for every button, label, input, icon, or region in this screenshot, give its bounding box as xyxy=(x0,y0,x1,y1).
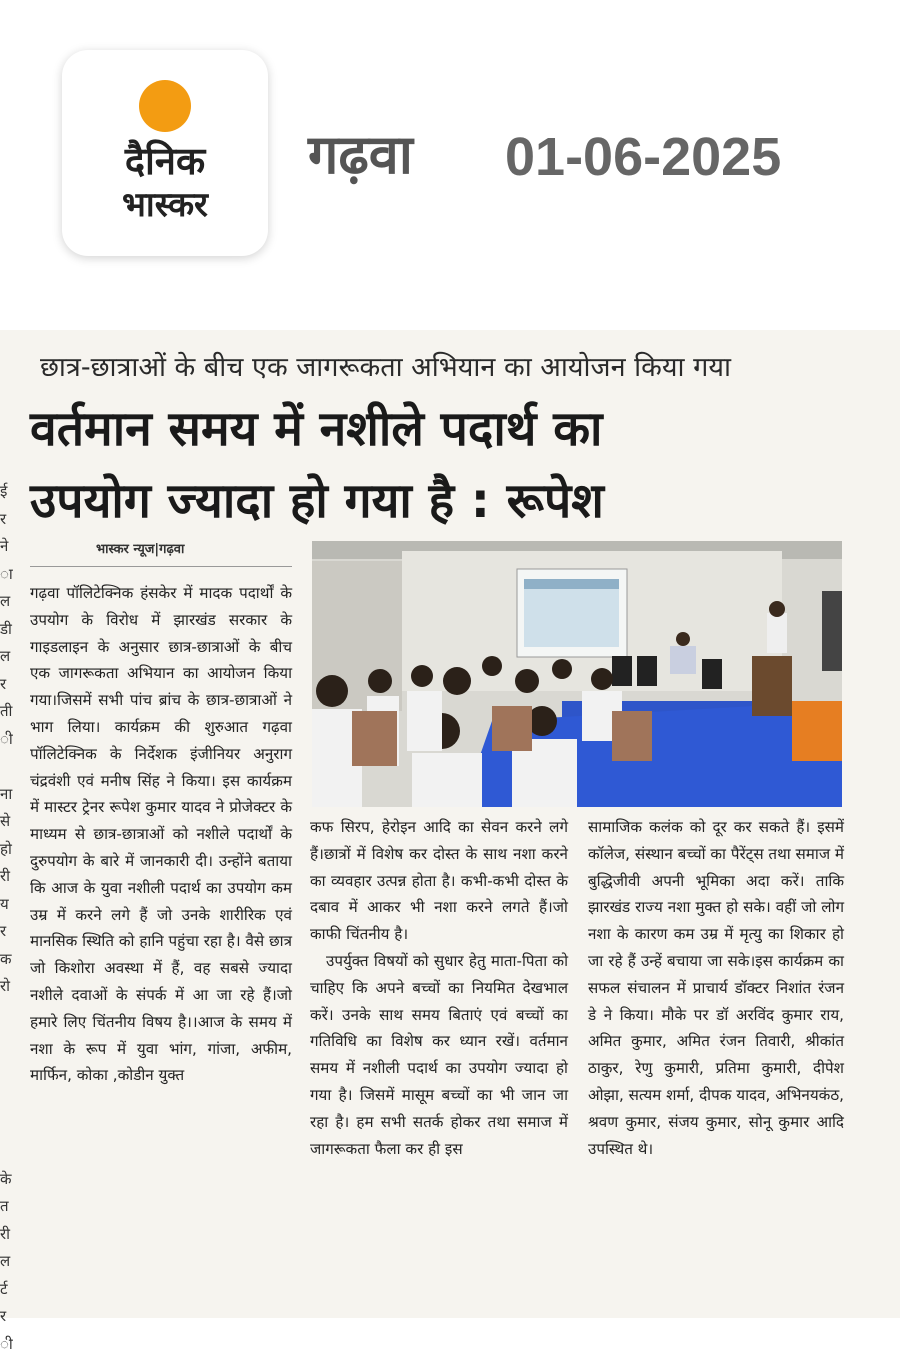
edition-city: गढ़वा xyxy=(308,120,413,190)
cut-column-char xyxy=(0,1138,16,1166)
sun-logo-icon xyxy=(139,80,191,132)
cut-column-char: से xyxy=(0,808,16,836)
cut-column-char: र xyxy=(0,918,16,946)
cut-column-char: र्ट xyxy=(0,1276,16,1304)
cut-column-char: ना xyxy=(0,781,16,809)
column2-paragraph-2: उपर्युक्त विषयों को सुधार हेतु माता-पिता को चाहिए कि अपने बच्चों का नियमित देखभाल करें। उनके साथ समय बिताएं एवं बच्चों का गतिविधि का विशेष कर ध्यान रखें। वर्तमान समय में नशीली पदार्थ का उपयोग ज्यादा हो गया है। जिसमें मासूम बच्चों का भी जान जा रहा है। हम सभी सतर्क होकर तथा समाज में जागरूकता फैला कर ही इस xyxy=(310,948,568,1162)
column2-paragraph-1: कफ सिरप, हेरोइन आदि का सेवन करने लगे हैं।छात्रों में विशेष कर दोस्त के साथ नशा करने का व्यवहार उत्पन्न होता है। कभी-कभी दोस्त के दबाव में आकर भी नशा करने लगते हैं।जो काफी चिंतनीय है। xyxy=(310,814,568,948)
column1-text: गढ़वा पॉलिटेक्निक हंसकेर में मादक पदार्थों के उपयोग के विरोध में झारखंड सरकार के गाइडलाइन के अनुसार छात्र-छात्राओं के बीच एक जागरूकता अभियान का आयोजन किया गया।जिसमें सभी पांच ब्रांच के छात्र-छात्राओं ने भाग लिया। कार्यक्रम की शुरुआत गढ़वा पॉलिटेक्निक के निर्देशक इंजीनियर अनुराग चंद्रवंशी एवं मनीष सिंह ने किया। इस कार्यक्रम में मास्टर ट्रेनर रूपेश कुमार यादव ने प्रोजेक्टर के माध्यम से छात्र-छात्राओं को नशीले पदार्थों के दुरुपयोग के बारे में जानकारी दी। उन्होंने बताया कि आज के युवा नशीली पदार्थ का उपयोग कम उम्र में करने लगे हैं जो उनके शारीरिक एवं मानसिक स्थिति को हानि पहुंचा रहा है। वैसे छात्र जो किशोरा अवस्था में हैं, वह सबसे ज्यादा नशीले दवाओं के संपर्क में आ जा रहे हैं।जो हमारे लिए चिंतनीय विषय है।।आज के समय में नशा के रूप में युवा भांग, गांजा, अफीम, मार्फिन, कोका ,कोडीन युक्त xyxy=(30,580,292,1089)
article-column-1 xyxy=(30,580,292,1089)
cut-column-char: ी xyxy=(0,726,16,754)
cut-column-char: रो xyxy=(0,973,16,1001)
cut-column-char: र xyxy=(0,671,16,699)
article-kicker: छात्र-छात्राओं के बीच एक जागरूकता अभियान का आयोजन किया गया xyxy=(40,348,840,388)
cut-column-char: ल xyxy=(0,588,16,616)
cut-column-char xyxy=(0,1028,16,1056)
cut-column-char: ती xyxy=(0,698,16,726)
article-byline: भास्कर न्यूज|गढ़वा xyxy=(96,541,184,559)
cut-column-char: डी xyxy=(0,616,16,644)
cut-column-char: ा xyxy=(0,561,16,589)
cut-column-char: ल xyxy=(0,643,16,671)
cut-column-char xyxy=(0,1001,16,1029)
cut-column-char: क xyxy=(0,946,16,974)
edition-date: 01-06-2025 xyxy=(505,122,781,192)
cut-column-char: री xyxy=(0,863,16,891)
cut-column-char: र xyxy=(0,1303,16,1331)
logo-text-line1: दैनिक xyxy=(62,138,268,184)
logo-text-line2: भास्कर xyxy=(62,184,268,226)
cut-column-char: ई xyxy=(0,478,16,506)
headline-line-2: उपयोग ज्यादा हो गया है : रूपेश xyxy=(30,465,830,537)
headline-line-1: वर्तमान समय में नशीले पदार्थ का xyxy=(30,393,830,465)
cut-column-char xyxy=(0,1111,16,1139)
cut-column-char: र xyxy=(0,506,16,534)
cut-column-char: री xyxy=(0,1221,16,1249)
byline-divider xyxy=(30,566,292,567)
cut-column-char xyxy=(0,1056,16,1084)
article-column-2 xyxy=(310,814,568,1162)
cut-column-char: हो xyxy=(0,836,16,864)
cut-column-char xyxy=(0,753,16,781)
cut-column-char: ल xyxy=(0,1248,16,1276)
cut-column-char: के xyxy=(0,1166,16,1194)
article-headline xyxy=(30,393,830,537)
column3-text: सामाजिक कलंक को दूर कर सकते हैं। इसमें कॉलेज, संस्थान बच्चों का पैरेंट्स तथा समाज में बुद्धिजीवी अपनी भूमिका अदा करें। ताकि झारखंड राज्य नशा मुक्त हो सके। वहीं जो लोग नशा के कारण कम उम्र में मृत्यु का शिकार हो जा रहे हैं उन्हें बचाया जा सके।इस कार्यक्रम का सफल संचालन में प्राचार्य डॉक्टर निशांत रंजन डे ने किया। मौके पर डॉ अरविंद कुमार राय, अमित कुमार, अमित रंजन तिवारी, श्रीकांत ठाकुर, रेणु कुमारी, प्रतिमा कुमारी, दीपेश ओझा, सत्यम शर्मा, दीपक यादव, अभिनयकंठ, श्रवण कुमार, संजय कुमार, सोनू कुमार आदि उपस्थित थे। xyxy=(588,814,844,1162)
cut-off-adjacent-column xyxy=(0,478,16,1358)
cut-column-char: य xyxy=(0,891,16,919)
cut-column-char: ी xyxy=(0,1331,16,1358)
cut-column-char: ने xyxy=(0,533,16,561)
newspaper-logo xyxy=(62,50,268,256)
article-column-3 xyxy=(588,814,844,1162)
cut-column-char: त xyxy=(0,1193,16,1221)
classroom-photo xyxy=(312,541,842,807)
cut-column-char xyxy=(0,1083,16,1111)
